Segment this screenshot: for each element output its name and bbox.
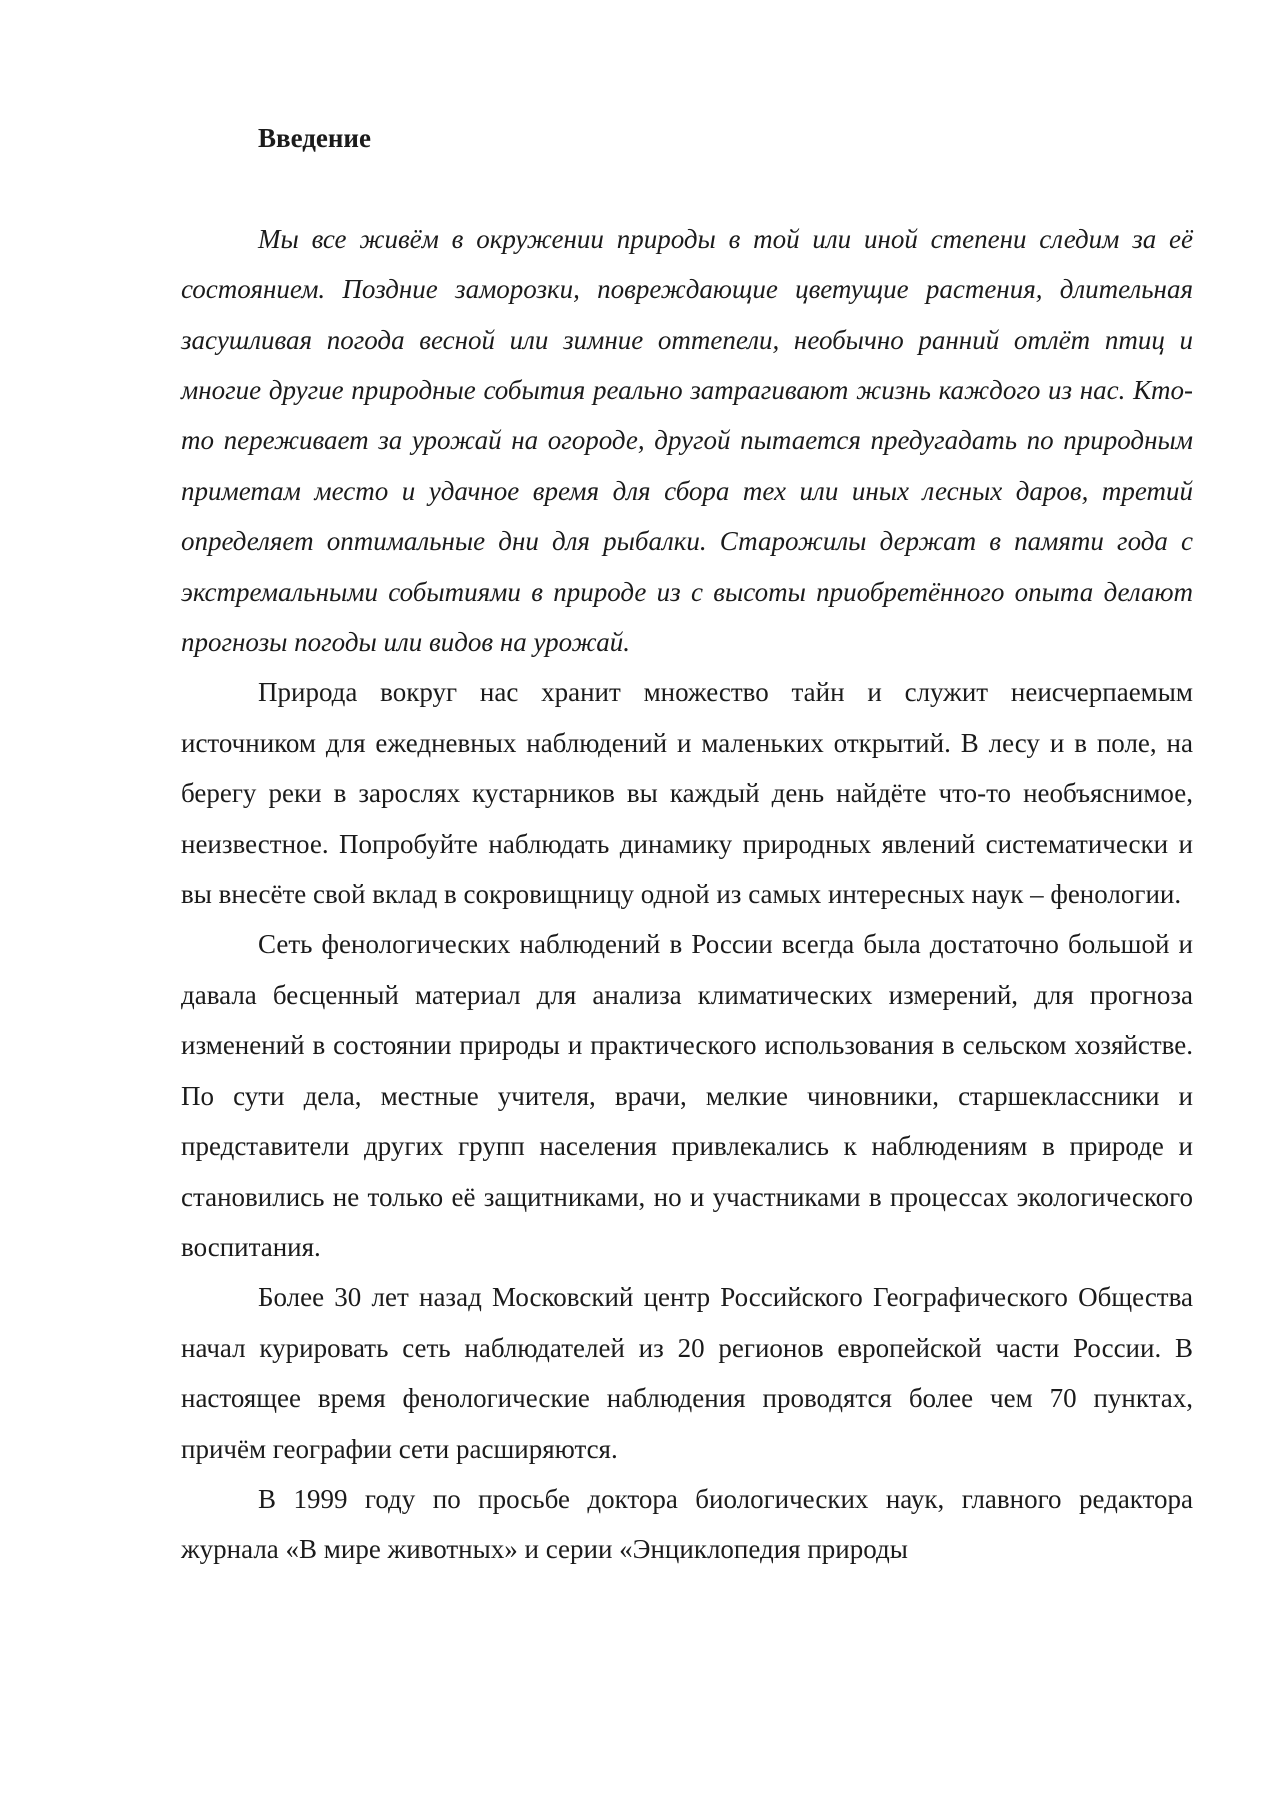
document-body: [181, 113, 1193, 1575]
paragraph-intro-italic: Мы все живём в окружении природы в той или иной степени следим за её состоянием. Поздние заморозки, повреждающие цветущие растения, длительная засушливая погода весной или зимние оттепели, необычно ранний отлёт птиц и многие другие природные события реально затрагивают жизнь каждого из нас. Кто-то переживает за урожай на огороде, другой пытается предугадать по природным приметам место и удачное время для сбора тех или иных лесных даров, третий определяет оптимальные дни для рыбалки. Старожилы держат в памяти года с экстремальными событиями в природе из с высоты приобретённого опыта делают прогнозы погоды или видов на урожай.: [181, 223, 1193, 658]
heading-spacer: [181, 163, 1193, 213]
paragraph-1999: В 1999 году по просьбе доктора биологических наук, главного редактора журнала «В мире животных» и серии «Энциклопедия природы: [181, 1483, 1193, 1565]
paragraph-observation-network: Сеть фенологических наблюдений в России всегда была достаточно большой и давала бесценный материал для анализа климатических измерений, для прогноза изменений в состоянии природы и практического использования в сельском хозяйстве. По сути дела, местные учителя, врачи, мелкие чиновники, старшеклассники и представители других групп населения привлекались к наблюдениям в природе и становились не только её защитниками, но и участниками в процессах экологического воспитания.: [181, 929, 1193, 1262]
section-heading: Введение: [258, 123, 371, 153]
paragraph-geographic-society: Более 30 лет назад Московский центр Российского Географического Общества начал курировать сеть наблюдателей из 20 регионов европейской части России. В настоящее время фенологические наблюдения проводятся более чем 70 пунктах, причём географии сети расширяются.: [181, 1282, 1193, 1464]
paragraph-nature-mysteries: Природа вокруг нас хранит множество тайн и служит неисчерпаемым источником для ежедневных наблюдений и маленьких открытий. В лесу и в поле, на берегу реки в зарослях кустарников вы каждый день найдёте что-то необъяснимое, неизвестное. Попробуйте наблюдать динамику природных явлений систематически и вы внесёте свой вклад в сокровищницу одной из самых интересных наук – фенологии.: [181, 677, 1193, 910]
